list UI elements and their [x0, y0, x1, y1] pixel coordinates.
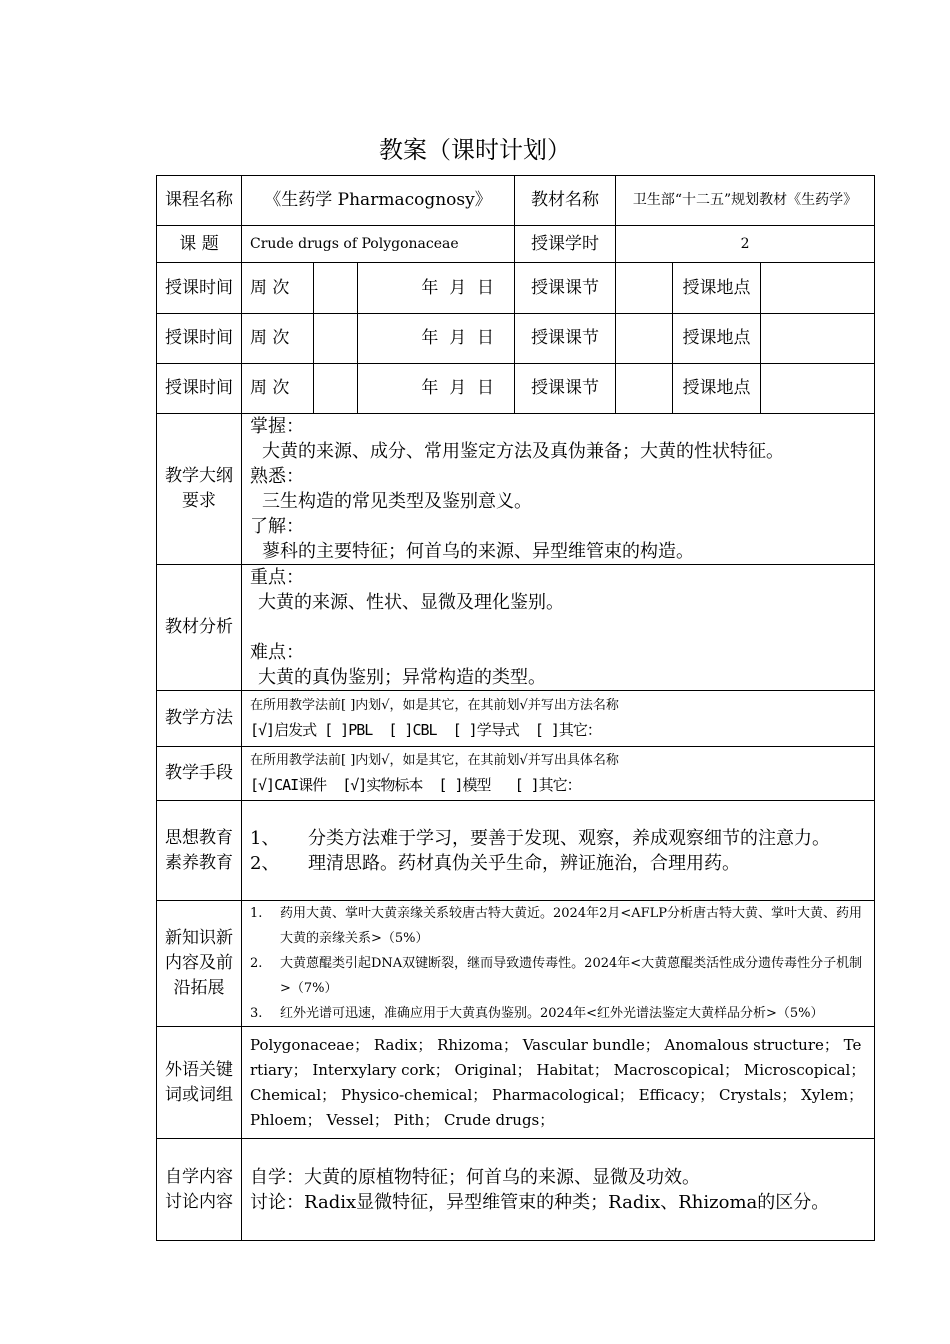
- schedule-section-label: 授课课节: [515, 263, 616, 314]
- course-value: 《生药学 Pharmacognosy》: [242, 176, 515, 226]
- lesson-plan-table: [156, 175, 875, 1241]
- schedule-section-value: [616, 364, 673, 414]
- ideology-item: 2、 理清思路。药材真伪关乎生命，辨证施治，合理用药。: [250, 852, 740, 874]
- analysis-label: 教材分析: [157, 565, 242, 691]
- topic-label: 课 题: [157, 226, 242, 263]
- discussion-text: 讨论：Radix显微特征，异型维管束的种类；Radix、Rhizoma的区分。: [250, 1191, 830, 1213]
- method-content: [242, 691, 875, 747]
- means-row: [157, 747, 875, 801]
- method-label: 教学方法: [157, 691, 242, 747]
- key-text: 大黄的来源、性状、显微及理化鉴别。: [258, 592, 564, 613]
- schedule-label: 授课时间: [157, 263, 242, 314]
- schedule-week: 周 次: [242, 263, 314, 314]
- schedule-week-value: [314, 314, 358, 364]
- schedule-section-label: 授课课节: [515, 364, 616, 414]
- familiar-text: 三生构造的常见类型及鉴别意义。: [262, 491, 532, 512]
- familiar-heading: 熟悉：: [250, 466, 304, 487]
- schedule-week-value: [314, 364, 358, 414]
- textbook-value: 卫生部“十二五”规划教材《生药学》: [616, 176, 875, 226]
- schedule-label: 授课时间: [157, 314, 242, 364]
- schedule-date: 年 月 日: [358, 364, 515, 414]
- understand-text: 蓼科的主要特征；何首乌的来源、异型维管束的构造。: [262, 541, 694, 562]
- self-study-label: 自学内容讨论内容: [157, 1139, 242, 1241]
- course-label: 课程名称: [157, 176, 242, 226]
- syllabus-row: [157, 414, 875, 565]
- hours-label: 授课学时: [515, 226, 616, 263]
- hard-heading: 难点：: [250, 642, 304, 663]
- method-hint: 在所用教学法前[ ]内划√，如是其它，在其前划√并写出方法名称: [250, 698, 619, 713]
- topic-value: Crude drugs of Polygonaceae: [242, 226, 515, 263]
- understand-heading: 了解：: [250, 516, 304, 537]
- textbook-label: 教材名称: [515, 176, 616, 226]
- keywords-text: Polygonaceae； Radix； Rhizoma； Vascular bundle； Anomalous structure； Tertiary； Interxylary cork； Original； Habitat； Macroscopical； Microscopical； Chemical； Physico-chemical； Pharmacological； Efficacy； Crystals； Xylem； Phloem； Vessel； Pith； Crude drugs；: [242, 1027, 875, 1139]
- frontier-label: 新知识新内容及前沿拓展: [157, 901, 242, 1027]
- analysis-row: [157, 565, 875, 691]
- schedule-row: [157, 263, 875, 314]
- frontier-item: 2. 大黄蒽醌类引起DNA双键断裂，继而导致遗传毒性。2024年<大黄蒽醌类活性成分遗传毒性分子机制>（7%）: [250, 956, 863, 996]
- schedule-week-value: [314, 263, 358, 314]
- schedule-week: 周 次: [242, 314, 314, 364]
- analysis-content: [242, 565, 875, 691]
- means-hint: 在所用教学法前[ ]内划√，如是其它，在其前划√并写出具体名称: [250, 753, 619, 768]
- schedule-place-value: [761, 364, 875, 414]
- schedule-date: 年 月 日: [358, 314, 515, 364]
- ideology-label: 思想教育素养教育: [157, 801, 242, 901]
- schedule-place-value: [761, 314, 875, 364]
- hard-text: 大黄的真伪鉴别；异常构造的类型。: [258, 667, 546, 688]
- schedule-row: [157, 364, 875, 414]
- self-study-content: [242, 1139, 875, 1241]
- ideology-content: [242, 801, 875, 901]
- schedule-date: 年 月 日: [358, 263, 515, 314]
- keywords-row: [157, 1027, 875, 1139]
- means-content: [242, 747, 875, 801]
- schedule-section-value: [616, 314, 673, 364]
- method-options: [√]启发式 [ ]PBL [ ]CBL [ ]学导式 [ ]其它：: [250, 721, 601, 739]
- schedule-section-value: [616, 263, 673, 314]
- analysis-spacer: [250, 615, 866, 640]
- frontier-list: [250, 901, 866, 1026]
- page-title: 教案（课时计划）: [379, 136, 571, 164]
- frontier-row: [157, 901, 875, 1027]
- means-options: [√]CAI课件 [√]实物标本 [ ]模型 [ ]其它：: [250, 776, 581, 794]
- schedule-place-label: 授课地点: [673, 263, 761, 314]
- frontier-content: [242, 901, 875, 1027]
- frontier-item: 1. 药用大黄、掌叶大黄亲缘关系较唐古特大黄近。2024年2月<AFLP分析唐古特大黄、掌叶大黄、药用大黄的亲缘关系>（5%）: [250, 906, 863, 946]
- course-row: [157, 176, 875, 226]
- hours-value: 2: [616, 226, 875, 263]
- ideology-item: 1、 分类方法难于学习，要善于发现、观察，养成观察细节的注意力。: [250, 827, 830, 849]
- method-row: [157, 691, 875, 747]
- syllabus-content: [242, 414, 875, 565]
- schedule-row: [157, 314, 875, 364]
- master-heading: 掌握：: [250, 416, 304, 437]
- frontier-item: 3. 红外光谱可迅速，准确应用于大黄真伪鉴别。2024年<红外光谱法鉴定大黄样品分析>（5%）: [250, 1006, 824, 1021]
- self-study-row: [157, 1139, 875, 1241]
- self-study-text: 自学：大黄的原植物特征；何首乌的来源、显微及功效。: [250, 1166, 700, 1188]
- schedule-place-label: 授课地点: [673, 314, 761, 364]
- keywords-label: 外语关键词或词组: [157, 1027, 242, 1139]
- master-text: 大黄的来源、成分、常用鉴定方法及真伪兼备；大黄的性状特征。: [262, 441, 784, 462]
- schedule-place-label: 授课地点: [673, 364, 761, 414]
- syllabus-label: 教学大纲要求: [157, 414, 242, 565]
- ideology-row: [157, 801, 875, 901]
- topic-row: [157, 226, 875, 263]
- schedule-label: 授课时间: [157, 364, 242, 414]
- schedule-place-value: [761, 263, 875, 314]
- schedule-section-label: 授课课节: [515, 314, 616, 364]
- schedule-week: 周 次: [242, 364, 314, 414]
- means-label: 教学手段: [157, 747, 242, 801]
- key-heading: 重点：: [250, 567, 304, 588]
